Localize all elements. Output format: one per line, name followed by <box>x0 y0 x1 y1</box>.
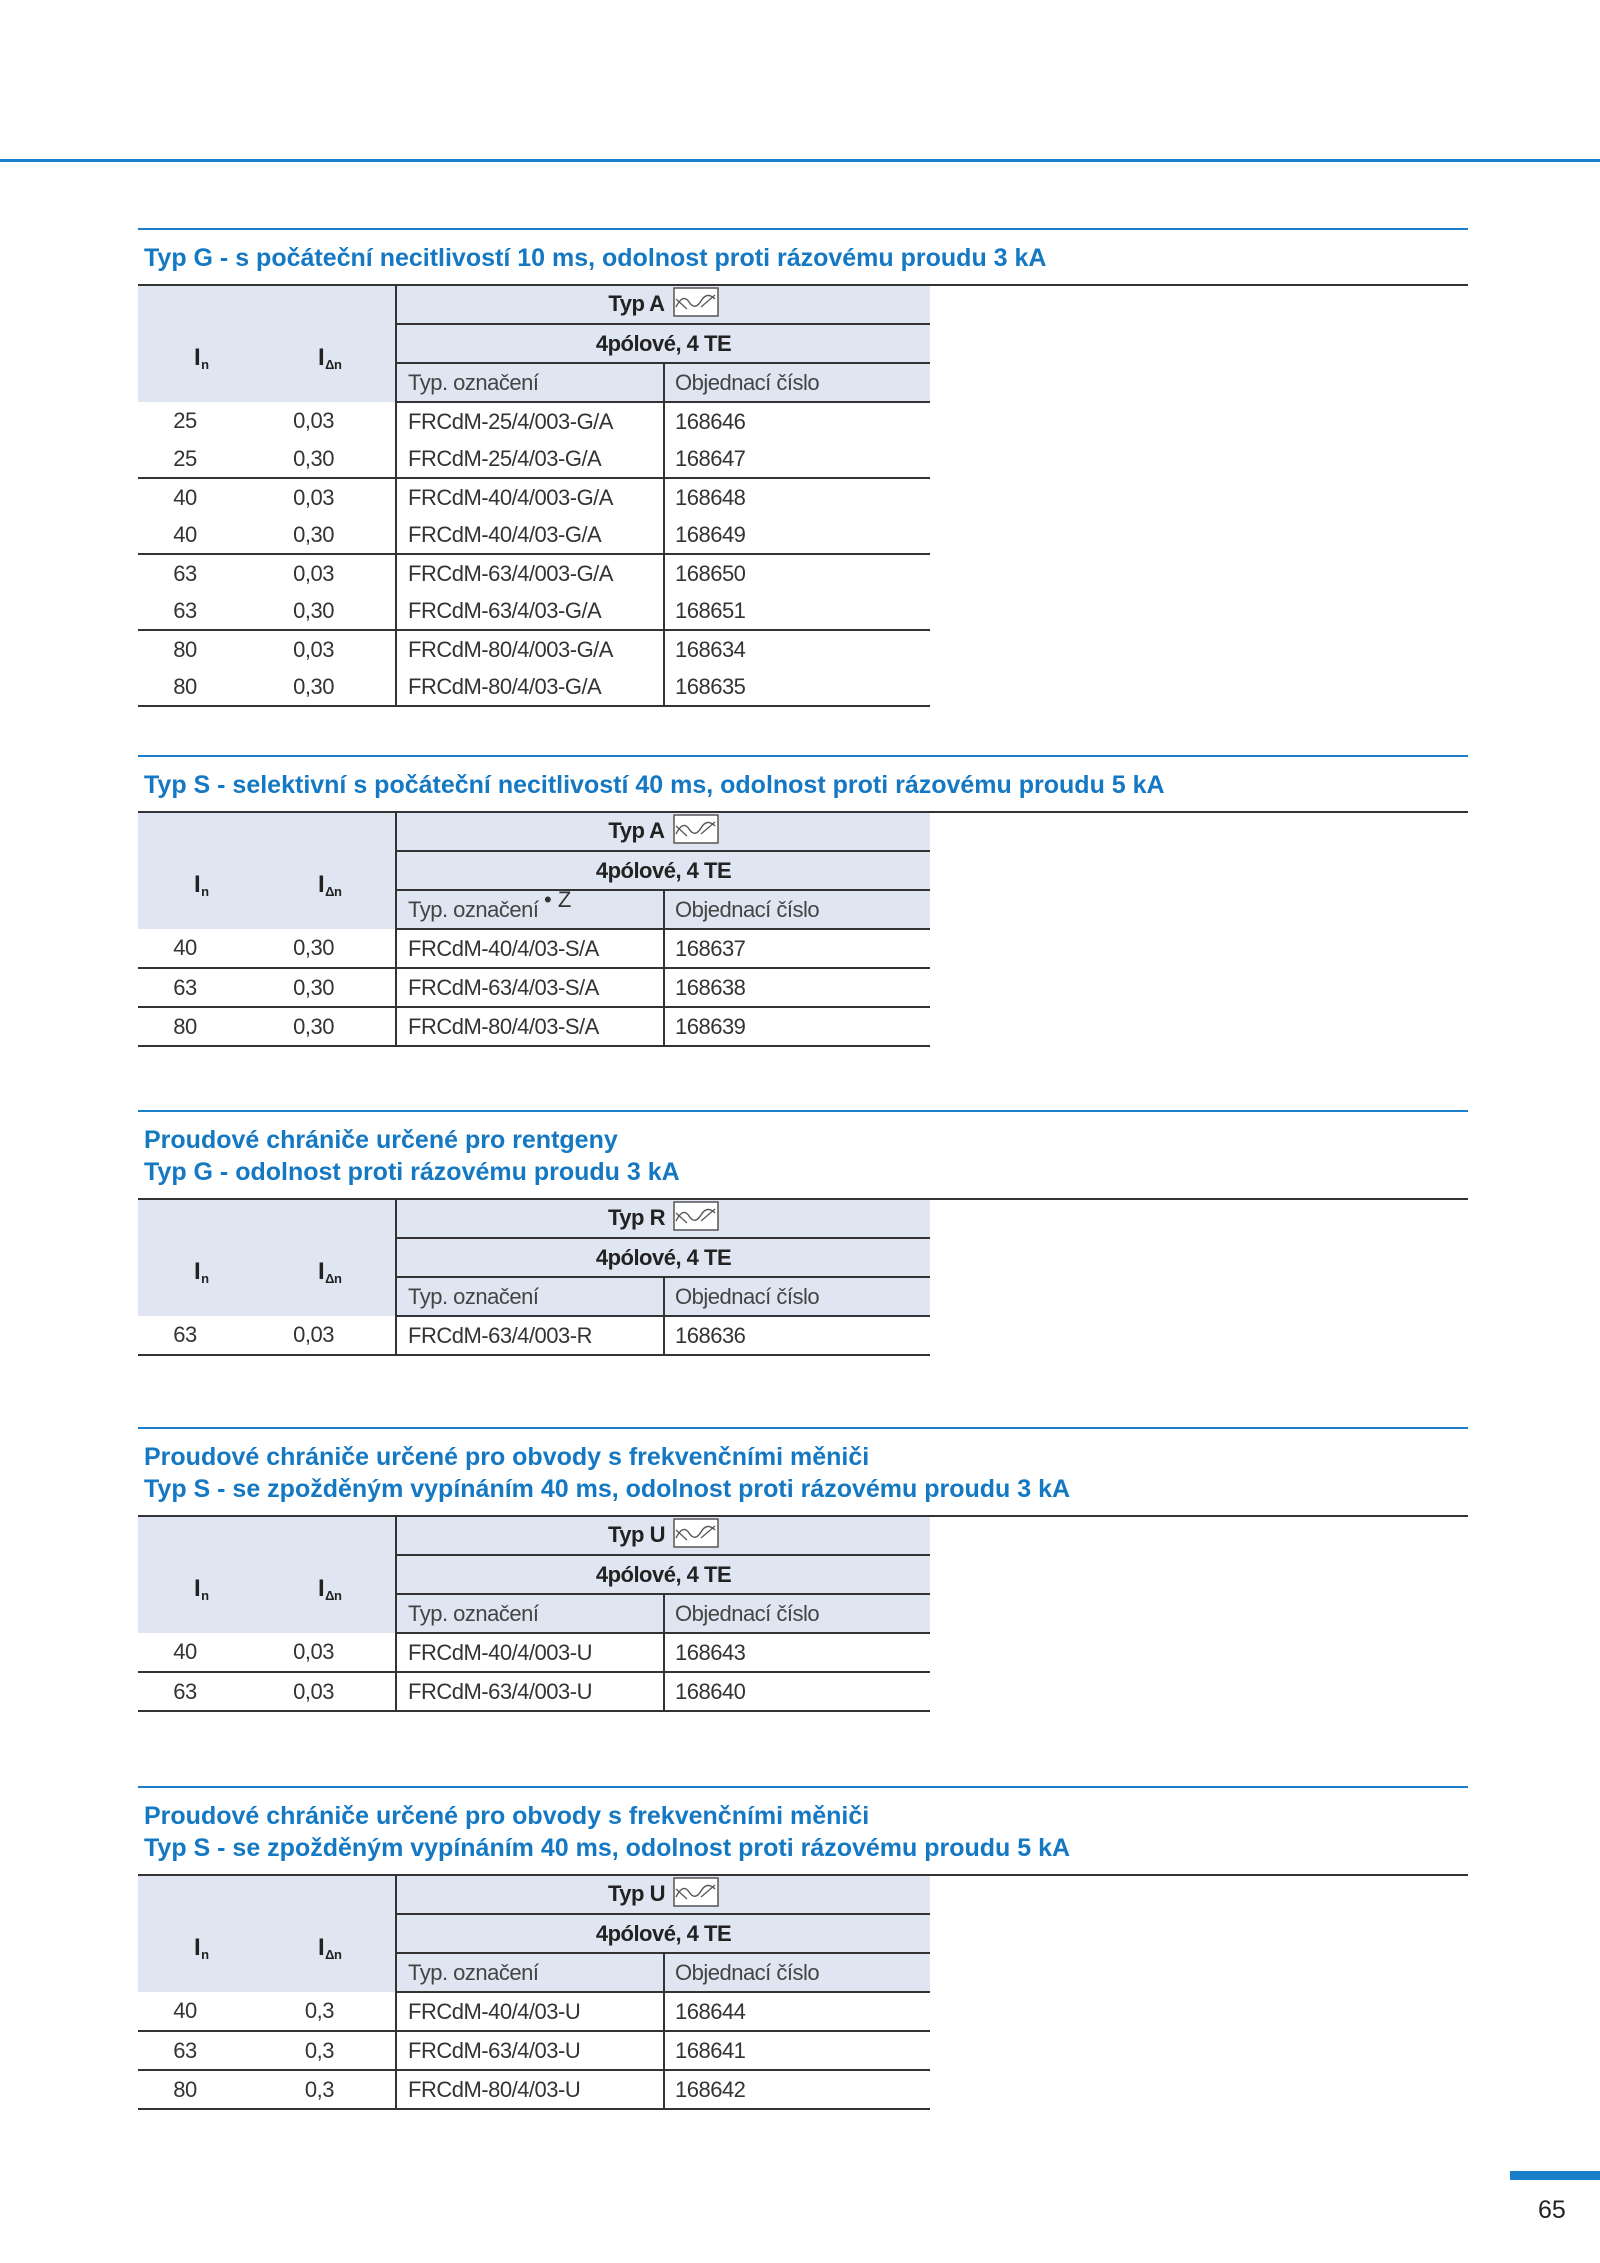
device-type-label: Typ R <box>608 1204 665 1230</box>
rated-current-label: $I_n$ <box>194 1575 209 1603</box>
residual-current-value: 0,03 <box>293 1639 334 1664</box>
poles-label: 4pólové, 4 TE <box>396 851 930 890</box>
type-designation: FRCdM-40/4/003-G/A <box>396 478 664 516</box>
order-number: 168636 <box>664 1316 930 1355</box>
order-number: 168648 <box>664 478 930 516</box>
rated-current-label: $I_n$ <box>194 344 209 372</box>
residual-current-value: 0,03 <box>293 484 334 510</box>
poles-label: 4pólové, 4 TE <box>396 1555 930 1594</box>
residual-current-value: 0,30 <box>293 445 334 471</box>
residual-current-label: $I_{\Delta n}$ <box>318 1258 342 1286</box>
order-number: 168639 <box>664 1007 930 1046</box>
waveform-icon <box>673 1201 719 1231</box>
header-row-type <box>138 1200 930 1238</box>
product-table <box>138 1876 930 2110</box>
top-rule <box>0 159 1600 162</box>
type-designation: FRCdM-40/4/003-U <box>396 1633 664 1672</box>
section-title <box>138 1429 1468 1515</box>
current-header-cell <box>138 286 396 402</box>
order-number: 168650 <box>664 554 930 592</box>
column-header-order: Objednací číslo <box>664 1594 930 1633</box>
section-title-line: Typ S - se zpožděným vypínáním 40 ms, odolnost proti rázovému proudu 3 kA <box>144 1475 1071 1503</box>
order-number: 168637 <box>664 929 930 968</box>
rated-current-value: 25 <box>173 408 197 433</box>
product-table <box>138 286 930 707</box>
current-header-cell <box>138 1876 396 1992</box>
type-designation: FRCdM-80/4/003-G/A <box>396 630 664 668</box>
table-row <box>138 1672 930 1711</box>
column-header-type: Typ. označení <box>396 1953 664 1992</box>
rated-current-value: 80 <box>173 673 197 699</box>
rated-current-value: 80 <box>173 636 197 662</box>
device-type-label: Typ A <box>608 817 665 843</box>
order-number: 168643 <box>664 1633 930 1672</box>
column-header-order: Objednací číslo <box>664 1953 930 1992</box>
residual-current-value: 0,30 <box>293 1013 334 1039</box>
table-row <box>138 2031 930 2070</box>
table-row <box>138 1633 930 1672</box>
order-number: 168651 <box>664 592 930 630</box>
rated-current-label: $I_n$ <box>194 871 209 899</box>
type-designation: FRCdM-25/4/003-G/A <box>396 402 664 440</box>
column-header-type: Typ. označení <box>396 363 664 402</box>
rated-current-value: 63 <box>173 597 197 623</box>
type-designation: FRCdM-63/4/003-U <box>396 1672 664 1711</box>
table-row <box>138 929 930 968</box>
table-row <box>138 2070 930 2109</box>
order-number: 168640 <box>664 1672 930 1711</box>
residual-current-label: $I_{\Delta n}$ <box>318 344 342 372</box>
product-table <box>138 1200 930 1356</box>
table-row <box>138 668 930 706</box>
page-number: 65 <box>1538 2196 1566 2224</box>
residual-current-value: 0,30 <box>293 673 334 699</box>
table-row <box>138 440 930 478</box>
table-row <box>138 968 930 1007</box>
rated-current-value: 63 <box>173 560 197 586</box>
device-type-cell <box>396 286 930 324</box>
type-designation: FRCdM-80/4/03-S/A <box>396 1007 664 1046</box>
device-type-cell <box>396 1200 930 1238</box>
type-designation: FRCdM-40/4/03-G/A <box>396 516 664 554</box>
device-type-cell <box>396 1876 930 1914</box>
residual-current-value: 0,3 <box>304 2076 334 2102</box>
type-designation: FRCdM-80/4/03-U <box>396 2070 664 2109</box>
type-designation: FRCdM-25/4/03-G/A <box>396 440 664 478</box>
device-type-label: Typ U <box>608 1521 665 1547</box>
rated-current-value: 40 <box>173 521 197 547</box>
table-row <box>138 630 930 668</box>
order-number: 168644 <box>664 1992 930 2031</box>
table-row <box>138 1316 930 1355</box>
device-type-cell <box>396 1517 930 1555</box>
current-header-cell <box>138 813 396 929</box>
column-header-order: Objednací číslo <box>664 1277 930 1316</box>
rated-current-value: 63 <box>173 1678 197 1704</box>
page-bar <box>1510 2171 1600 2180</box>
section-title-line: Typ G - s počáteční necitlivostí 10 ms, odolnost proti rázovému proudu 3 kA <box>144 244 1047 272</box>
type-designation: FRCdM-63/4/03-G/A <box>396 592 664 630</box>
residual-current-label: $I_{\Delta n}$ <box>318 871 342 899</box>
residual-current-value: 0,3 <box>304 2037 334 2063</box>
rated-current-value: 80 <box>173 1013 197 1039</box>
rated-current-value: 63 <box>173 1322 197 1347</box>
section-5 <box>138 1786 1468 2110</box>
type-designation: FRCdM-80/4/03-G/A <box>396 668 664 706</box>
annotation-marker: • Z <box>544 887 572 912</box>
residual-current-value: 0,3 <box>304 1998 334 2023</box>
product-table <box>138 813 930 1047</box>
residual-current-value: 0,30 <box>293 974 334 1000</box>
waveform-icon <box>673 1518 719 1548</box>
section-title-line: Typ G - odolnost proti rázovému proudu 3 kA <box>144 1158 680 1186</box>
residual-current-value: 0,03 <box>293 636 334 662</box>
section-1 <box>138 228 1468 707</box>
poles-label: 4pólové, 4 TE <box>396 1914 930 1953</box>
rated-current-value: 63 <box>173 2037 197 2063</box>
device-type-cell <box>396 813 930 851</box>
residual-current-value: 0,03 <box>293 560 334 586</box>
table-row <box>138 592 930 630</box>
column-header-type: Typ. označení <box>396 1594 664 1633</box>
type-designation: FRCdM-40/4/03-U <box>396 1992 664 2031</box>
order-number: 168647 <box>664 440 930 478</box>
waveform-icon <box>673 287 719 317</box>
residual-current-value: 0,30 <box>293 521 334 547</box>
residual-current-value: 0,30 <box>293 597 334 623</box>
section-title-line: Proudové chrániče určené pro obvody s frekvenčními měniči <box>144 1443 870 1471</box>
device-type-label: Typ U <box>608 1880 665 1906</box>
residual-current-label: $I_{\Delta n}$ <box>318 1575 342 1603</box>
type-designation: FRCdM-63/4/003-R <box>396 1316 664 1355</box>
section-title-line: Proudové chrániče určené pro obvody s frekvenčními měniči <box>144 1802 870 1830</box>
rated-current-value: 80 <box>173 2076 197 2102</box>
residual-current-value: 0,03 <box>293 408 334 433</box>
table-row <box>138 402 930 440</box>
poles-label: 4pólové, 4 TE <box>396 1238 930 1277</box>
device-type-label: Typ A <box>608 290 665 316</box>
section-title <box>138 230 1468 284</box>
column-header-order: Objednací číslo <box>664 890 930 929</box>
table-row <box>138 554 930 592</box>
header-row-type <box>138 813 930 851</box>
table-row <box>138 516 930 554</box>
header-row-type <box>138 1517 930 1555</box>
rated-current-value: 40 <box>173 935 197 960</box>
column-header-order: Objednací číslo <box>664 363 930 402</box>
type-designation: FRCdM-40/4/03-S/A <box>396 929 664 968</box>
order-number: 168641 <box>664 2031 930 2070</box>
order-number: 168642 <box>664 2070 930 2109</box>
poles-label: 4pólové, 4 TE <box>396 324 930 363</box>
section-title <box>138 757 1468 811</box>
order-number: 168634 <box>664 630 930 668</box>
section-title-line: Proudové chrániče určené pro rentgeny <box>144 1126 618 1154</box>
section-2 <box>138 755 1468 1047</box>
order-number: 168646 <box>664 402 930 440</box>
section-4 <box>138 1427 1468 1712</box>
type-designation: FRCdM-63/4/03-U <box>396 2031 664 2070</box>
residual-current-label: $I_{\Delta n}$ <box>318 1934 342 1962</box>
order-number: 168649 <box>664 516 930 554</box>
order-number: 168635 <box>664 668 930 706</box>
residual-current-value: 0,03 <box>293 1322 334 1347</box>
type-designation: FRCdM-63/4/003-G/A <box>396 554 664 592</box>
waveform-icon <box>673 1877 719 1907</box>
table-row <box>138 478 930 516</box>
waveform-icon <box>673 814 719 844</box>
order-number: 168638 <box>664 968 930 1007</box>
residual-current-value: 0,30 <box>293 935 334 960</box>
header-row-type <box>138 286 930 324</box>
rated-current-value: 40 <box>173 1639 197 1664</box>
rated-current-label: $I_n$ <box>194 1258 209 1286</box>
header-row-type <box>138 1876 930 1914</box>
table-row <box>138 1992 930 2031</box>
table-row <box>138 1007 930 1046</box>
rated-current-label: $I_n$ <box>194 1934 209 1962</box>
rated-current-value: 63 <box>173 974 197 1000</box>
column-header-type: Typ. označení <box>396 890 664 929</box>
residual-current-value: 0,03 <box>293 1678 334 1704</box>
column-header-type: Typ. označení <box>396 1277 664 1316</box>
product-table <box>138 1517 930 1712</box>
section-title-line: Typ S - selektivní s počáteční necitlivostí 40 ms, odolnost proti rázovému proudu 5 kA <box>144 771 1165 799</box>
section-3 <box>138 1110 1468 1356</box>
section-title <box>138 1788 1468 1874</box>
rated-current-value: 40 <box>173 484 197 510</box>
section-title-line: Typ S - se zpožděným vypínáním 40 ms, odolnost proti rázovému proudu 5 kA <box>144 1834 1071 1862</box>
rated-current-value: 40 <box>173 1998 197 2023</box>
rated-current-value: 25 <box>173 445 197 471</box>
current-header-cell <box>138 1517 396 1633</box>
current-header-cell <box>138 1200 396 1316</box>
section-title <box>138 1112 1468 1198</box>
type-designation: FRCdM-63/4/03-S/A <box>396 968 664 1007</box>
